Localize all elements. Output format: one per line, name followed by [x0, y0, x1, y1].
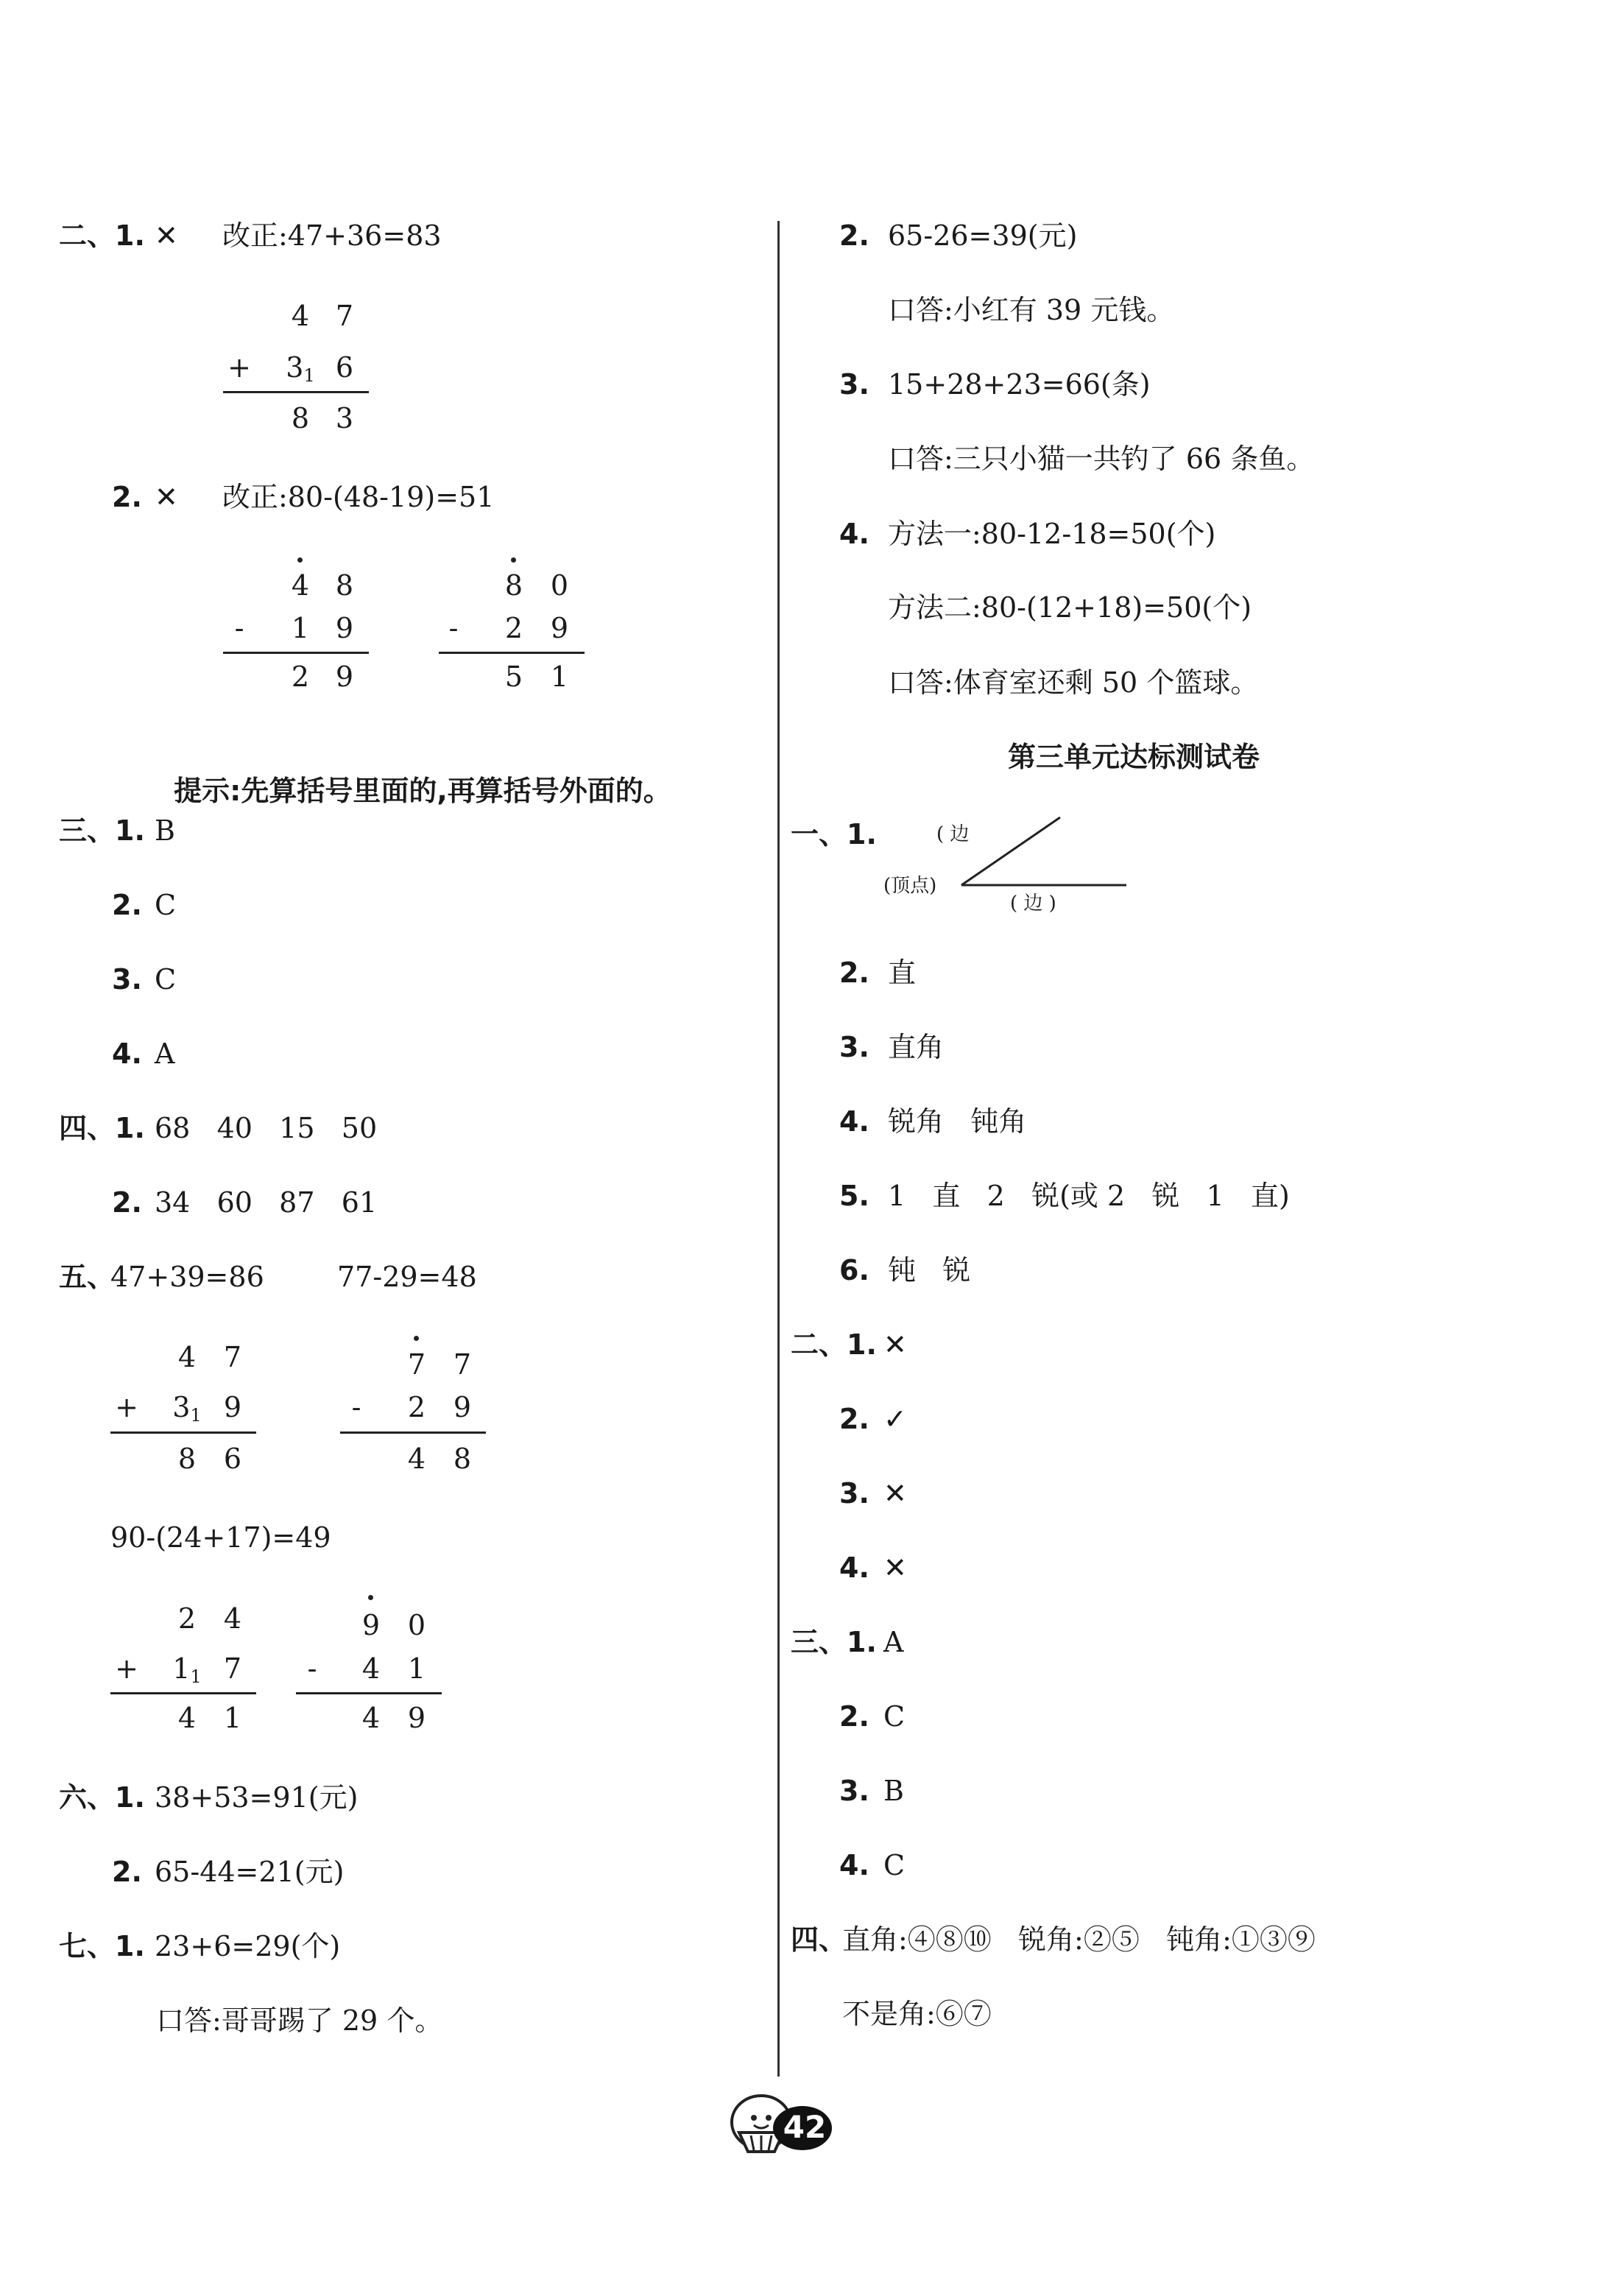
sum-line [296, 1692, 442, 1694]
item-label: 2. [112, 889, 142, 921]
answer: B [155, 814, 175, 847]
item-label: 4. [839, 1849, 869, 1881]
sum-line [340, 1432, 486, 1434]
sum-line [110, 1432, 256, 1434]
unit-section-4-label: 四、 [791, 1923, 847, 1956]
answer: 1 直 2 锐(或 2 锐 1 直) [888, 1180, 1290, 1212]
item-label: 3. [112, 963, 142, 996]
equation: 77-29=48 [337, 1261, 477, 1293]
item-label: 3. [839, 1031, 869, 1063]
equation: 47+39=86 [110, 1261, 264, 1293]
answer: 钝 锐 [888, 1254, 971, 1286]
unit-section-1-label: 一、1. [791, 818, 877, 851]
item-label: 4. [839, 1105, 869, 1138]
sum-line [110, 1692, 256, 1694]
item-label: 2. [839, 1403, 869, 1435]
answer: B [883, 1775, 904, 1807]
method-2: 方法二:80-(12+18)=50(个) [888, 591, 1252, 624]
item-label: 2. [112, 1186, 142, 1219]
answer: 23+6=29(个) [155, 1930, 341, 1962]
answer: A [155, 1038, 175, 1070]
section-3-label: 三、1. [59, 814, 145, 847]
item-label: 2. [112, 1856, 142, 1888]
oral-answer: 口答:小红有 39 元钱。 [888, 294, 1175, 326]
answer: 65-26=39(元) [888, 219, 1078, 252]
hint-label: 提示: [174, 775, 241, 807]
item-2-label: 2. [112, 481, 142, 513]
unit-section-2-label: 二、1. [791, 1328, 877, 1361]
answer: 38+53=91(元) [155, 1781, 359, 1814]
item-label: 2. [839, 1700, 869, 1733]
vertex-label: (顶点) [883, 875, 937, 897]
page-number: 42 [783, 2109, 827, 2145]
item-label: 4. [839, 518, 869, 550]
answer: 15+28+23=66(条) [888, 368, 1151, 401]
answer: C [155, 889, 177, 921]
sum-line [223, 652, 369, 654]
answer: 直角 [888, 1031, 945, 1063]
wrong-mark: ✕ [155, 219, 178, 252]
equation: 90-(24+17)=49 [110, 1521, 331, 1554]
correction-text: 改正:80-(48-19)=51 [222, 481, 495, 513]
sum-line [223, 391, 369, 393]
answer: 34 60 87 61 [155, 1186, 378, 1219]
oral-answer: 口答:三只小猫一共钓了 66 条鱼。 [888, 443, 1315, 475]
item-label: 4. [839, 1552, 869, 1584]
oral-answer: 口答:哥哥踢了 29 个。 [156, 2004, 443, 2037]
angle-classification: 直角:④⑧⑩ 锐角:②⑤ 钝角:①③⑨ [842, 1923, 1316, 1956]
item-label: 6. [839, 1254, 869, 1286]
item-label: 3. [839, 1477, 869, 1510]
answer: 直 [888, 957, 917, 989]
borrow-dot [414, 1336, 419, 1341]
wrong-mark: ✕ [883, 1328, 907, 1361]
column-divider [777, 221, 780, 2077]
section-2-label: 二、1. [59, 219, 145, 252]
angle-lines [957, 811, 1134, 892]
wrong-mark: ✕ [883, 1552, 907, 1584]
item-label: 3. [839, 1775, 869, 1807]
answer: C [155, 963, 177, 996]
answer: C [883, 1700, 906, 1733]
borrow-dot [511, 557, 516, 563]
wrong-mark: ✕ [883, 1477, 907, 1510]
edge-label-bottom: ( 边 ) [1010, 892, 1056, 915]
item-label: 4. [112, 1038, 142, 1070]
method-1: 方法一:80-12-18=50(个) [888, 518, 1216, 550]
item-label: 2. [839, 957, 869, 989]
answer: 锐角 钝角 [888, 1105, 1027, 1138]
item-label: 2. [839, 219, 869, 252]
answer: A [883, 1626, 904, 1658]
section-6-label: 六、1. [59, 1781, 145, 1814]
unit-title: 第三单元达标测试卷 [1007, 741, 1260, 773]
sum-line [439, 652, 585, 654]
check-mark: ✓ [883, 1403, 907, 1435]
unit-section-3-label: 三、1. [791, 1626, 877, 1658]
wrong-mark: ✕ [155, 481, 178, 513]
correction-text: 改正:47+36=83 [222, 219, 442, 252]
borrow-dot [297, 557, 303, 563]
answer: 68 40 15 50 [155, 1112, 378, 1144]
section-7-label: 七、1. [59, 1930, 145, 1962]
section-5-label: 五、 [59, 1261, 116, 1293]
answer: C [883, 1849, 906, 1881]
item-label: 5. [839, 1180, 869, 1212]
hint-text: 先算括号里面的,再算括号外面的。 [241, 775, 671, 807]
not-angle: 不是角:⑥⑦ [842, 1998, 992, 2030]
item-label: 3. [839, 368, 869, 401]
edge-label-top: ( 边 [936, 823, 970, 845]
oral-answer: 口答:体育室还剩 50 个篮球。 [888, 666, 1259, 699]
section-4-label: 四、1. [59, 1112, 145, 1144]
borrow-dot [368, 1595, 373, 1600]
answer: 65-44=21(元) [155, 1856, 345, 1888]
